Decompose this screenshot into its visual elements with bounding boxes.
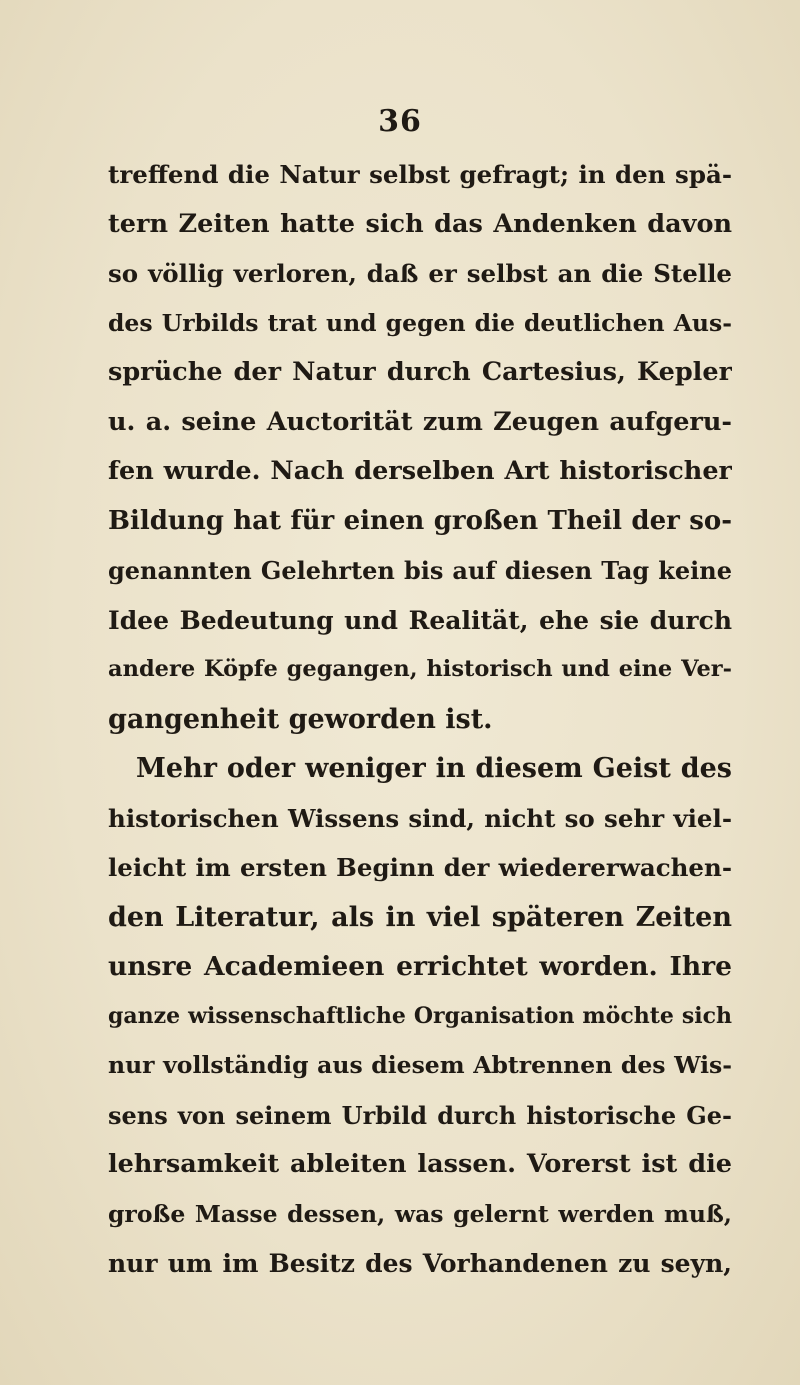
text-line: große Masse dessen, was gelernt werden muß, [108, 1199, 732, 1228]
text-line: treffend die Natur selbst gefragt; in den spä- [108, 160, 732, 189]
text-line: fen wurde. Nach derselben Art historischer [108, 456, 732, 486]
text-line: genannten Gelehrten bis auf diesen Tag keine [108, 556, 732, 585]
text-line: den Literatur, als in viel späteren Zeiten [108, 901, 732, 933]
text-line: des Urbilds trat und gegen die deutlichen Aus- [108, 308, 732, 337]
text-line: Mehr oder weniger in diesem Geist des [136, 753, 732, 784]
page-number: 36 [378, 104, 422, 139]
text-line: so völlig verloren, daß er selbst an die Stelle [108, 259, 732, 288]
text-line: Bildung hat für einen großen Theil der so- [108, 505, 732, 536]
text-line: sprüche der Natur durch Cartesius, Kepler [108, 357, 732, 387]
text-line: leicht im ersten Beginn der wiedererwachen- [108, 853, 732, 882]
text-line: unsre Academieen errichtet worden. Ihre [108, 951, 732, 982]
text-line: lehrsamkeit ableiten lassen. Vorerst ist die [108, 1149, 732, 1179]
text-line: sens von seinem Urbild durch historische Ge- [108, 1100, 732, 1130]
text-line: historischen Wissens sind, nicht so sehr viel- [108, 803, 732, 833]
text-line: andere Köpfe gegangen, historisch und eine Ver- [108, 656, 732, 682]
text-line: ganze wissenschaftliche Organisation möchte sich [108, 1002, 732, 1029]
text-line: tern Zeiten hatte sich das Andenken davon [108, 208, 732, 239]
text-line: Idee Bedeutung und Realität, ehe sie durch [108, 605, 732, 635]
text-line: nur vollständig aus diesem Abtrennen des Wis- [108, 1051, 732, 1079]
text-line: u. a. seine Auctorität zum Zeugen aufgeru- [108, 406, 732, 437]
text-line: gangenheit geworden ist. [108, 703, 493, 735]
body-text [108, 150, 732, 1289]
text-line: nur um im Besitz des Vorhandenen zu seyn, [108, 1249, 732, 1278]
